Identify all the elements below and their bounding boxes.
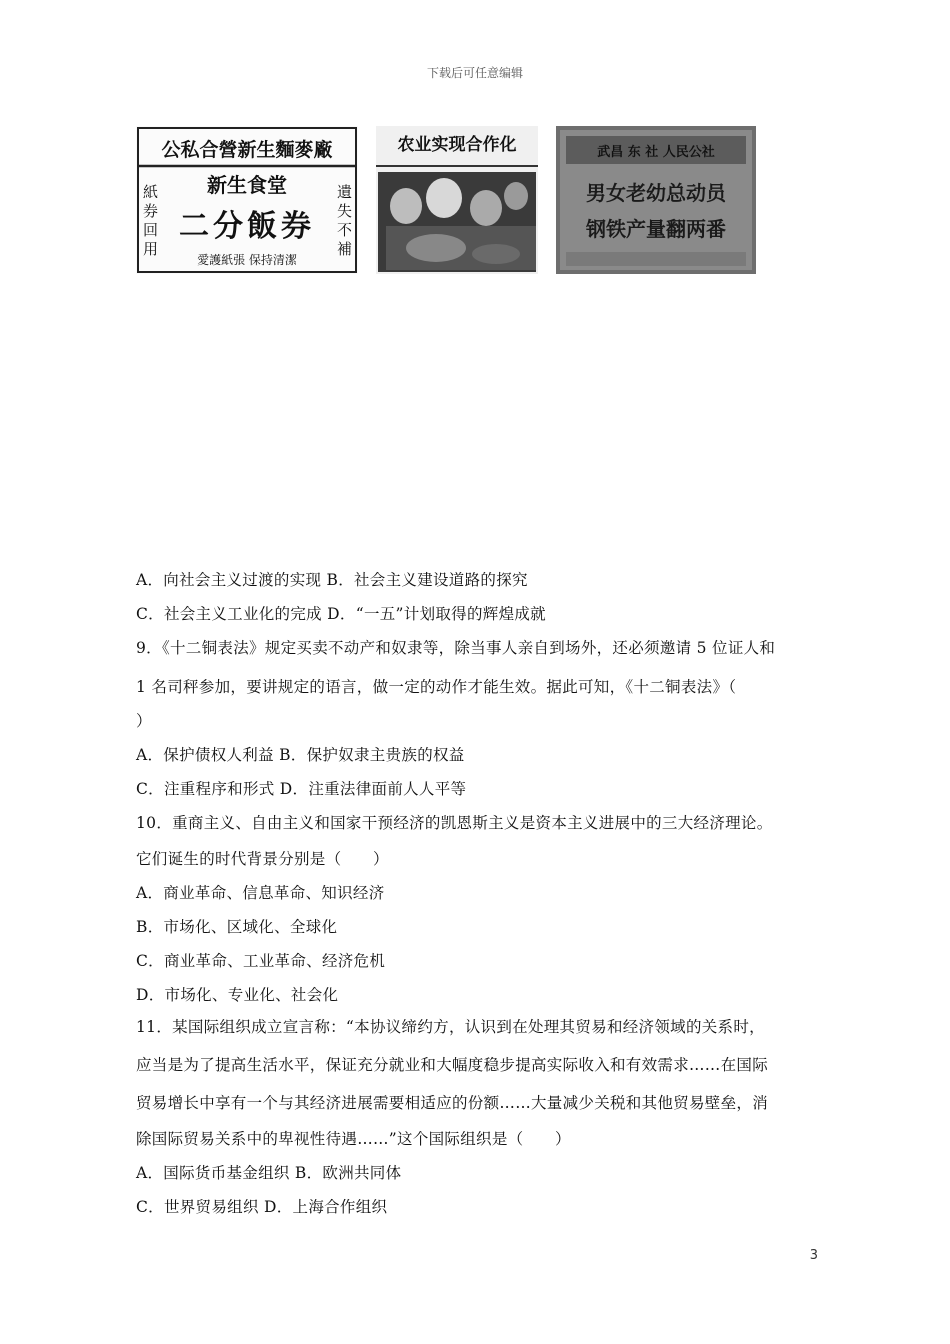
q10-stem-line2: 它们诞生的时代背景分别是（ ）: [136, 850, 389, 868]
poster-line2: 钢铁产量翻两番: [586, 217, 726, 241]
poster-top: 武昌 东 社 人民公社: [597, 145, 715, 160]
steel-poster-svg: [556, 126, 756, 274]
meal-ticket-svg: [136, 126, 358, 274]
q11-option-cd: C．世界贸易组织 D．上海合作组织: [136, 1198, 388, 1216]
ticket-left-col: 紙券回用: [141, 184, 159, 260]
q11-stem-line3: 贸易增长中享有一个与其经济进展需要相适应的份额……大量减少关税和其他贸易壁垒，消: [136, 1094, 769, 1112]
q11-option-ab: A．国际货币基金组织 B．欧洲共同体: [136, 1164, 402, 1182]
q10-option-b: B．市场化、区域化、全球化: [136, 918, 338, 936]
meal-ticket-image: [136, 126, 358, 274]
steel-poster-image: [556, 126, 756, 274]
q11-stem-line2: 应当是为了提高生活水平，保证充分就业和大幅度稳步提高实际收入和有效需求……在国际: [136, 1056, 769, 1074]
q9-stem-line2: 1 名司秤参加，要讲规定的语言，做一定的动作才能生效。据此可知，《十二铜表法》（: [136, 678, 737, 696]
photo-title: 农业实现合作化: [397, 135, 517, 155]
q9-option-ab: A．保护债权人利益 B．保护奴隶主贵族的权益: [136, 746, 465, 764]
q10-stem-line1: 10．重商主义、自由主义和国家干预经济的凯恩斯主义是资本主义进展中的三大经济理论。: [136, 814, 773, 832]
ticket-bottom: 愛護紙張 保持清潔: [197, 253, 297, 267]
q10-option-a: A．商业革命、信息革命、知识经济: [136, 884, 385, 902]
ticket-title: 公私合營新生麵麥廠: [161, 139, 333, 161]
q11-stem-line4: 除国际贸易关系中的卑视性待遇……”这个国际组织是（ ）: [136, 1130, 571, 1148]
q10-option-c: C．商业革命、工业革命、经济危机: [136, 952, 386, 970]
ticket-middle: 新生食堂: [207, 173, 287, 197]
ticket-big: 二分飯券: [179, 209, 315, 244]
cooperation-photo: [376, 126, 538, 274]
q11-stem-line1: 11．某国际组织成立宣言称：“本协议缔约方，认识到在处理其贸易和经济领域的关系时，: [136, 1018, 765, 1036]
poster-line1: 男女老幼总动员: [586, 181, 726, 205]
page-header: 下载后可任意编辑: [426, 66, 523, 80]
page-number: 3: [809, 1248, 818, 1263]
q9-option-cd: C．注重程序和形式 D．注重法律面前人人平等: [136, 780, 467, 798]
cooperation-photo-svg: [376, 126, 538, 274]
q9-stem-line3: ）: [136, 712, 152, 730]
q8-option-cd: C．社会主义工业化的完成 D．“一五”计划取得的辉煌成就: [136, 605, 546, 623]
q8-option-ab: A．向社会主义过渡的实现 B．社会主义建设道路的探究: [136, 571, 528, 589]
ticket-right-col: 遺失不補: [335, 184, 353, 260]
q9-stem-line1: 9．《十二铜表法》规定买卖不动产和奴隶等，除当事人亲自到场外，还必须邀请 5 位证人和: [136, 639, 776, 657]
q10-option-d: D．市场化、专业化、社会化: [136, 986, 339, 1004]
